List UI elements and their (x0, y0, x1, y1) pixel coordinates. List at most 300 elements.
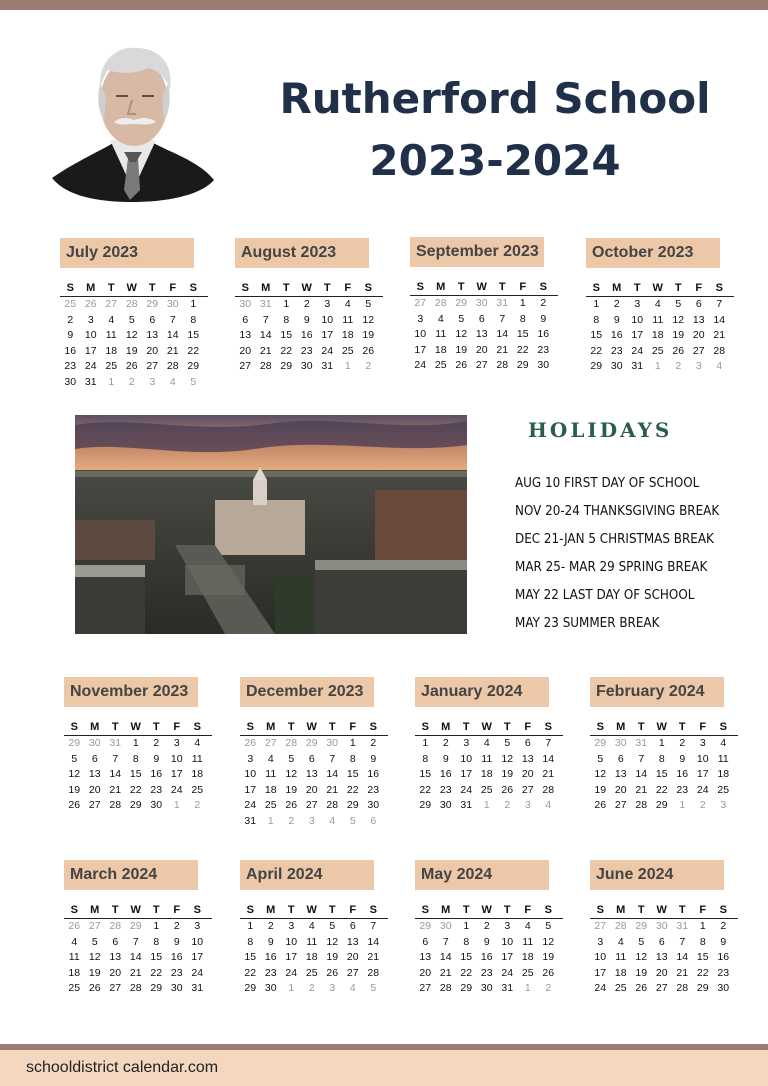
adjacent-month-day: 28 (125, 298, 138, 310)
day-cell: 25 (521, 966, 534, 979)
day-cell: 22 (460, 966, 473, 979)
adjacent-month-day: 27 (594, 920, 607, 932)
weekday-header-row (60, 282, 208, 297)
day-cell: 28 (259, 360, 272, 372)
day-cell: 12 (635, 951, 648, 963)
day-cell: 16 (717, 951, 730, 963)
adjacent-month-day: 4 (349, 982, 356, 994)
day-cell: 16 (150, 768, 163, 780)
weekday-header: S (544, 904, 552, 916)
day-cell: 18 (191, 768, 204, 780)
day-cell: 26 (501, 783, 514, 796)
adjacent-month-day: 30 (326, 737, 339, 749)
day-cell: 25 (68, 982, 81, 994)
day-cell: 6 (242, 313, 249, 326)
weekday-header: T (498, 281, 506, 293)
week-row (240, 798, 388, 814)
day-cell: 14 (439, 951, 452, 963)
week-row (590, 919, 738, 935)
month-label: May 2024 (415, 860, 549, 890)
day-cell: 27 (239, 360, 252, 372)
week-row (240, 950, 388, 966)
adjacent-month-day: 2 (288, 814, 295, 827)
weekday-header: T (282, 282, 290, 294)
day-cell: 13 (475, 328, 488, 340)
week-row (64, 950, 212, 966)
adjacent-month-day: 4 (329, 814, 336, 827)
day-cell: 24 (631, 344, 644, 357)
week-row (415, 736, 563, 752)
weekday-header: F (699, 904, 707, 916)
day-cell: 14 (166, 329, 179, 341)
day-cell: 30 (264, 982, 277, 994)
week-row (240, 814, 388, 830)
day-cell: 3 (597, 935, 604, 948)
weekday-header: T (678, 904, 686, 916)
day-cell: 3 (194, 920, 201, 932)
day-cell: 1 (349, 737, 356, 749)
day-cell: 25 (105, 360, 118, 372)
day-cell: 2 (679, 737, 686, 749)
month-november-2023 (64, 677, 224, 814)
week-row (590, 950, 738, 966)
week-row (235, 344, 383, 360)
day-cell: 7 (638, 752, 645, 765)
day-cell: 3 (699, 737, 706, 749)
day-cell: 31 (460, 799, 473, 811)
day-cell: 9 (267, 935, 274, 948)
weekday-header: T (503, 721, 511, 733)
day-cell: 28 (635, 799, 648, 811)
adjacent-month-day: 3 (524, 799, 531, 811)
day-cell: 1 (190, 298, 197, 310)
day-cell: 16 (480, 951, 493, 963)
week-row (590, 752, 738, 768)
week-row (240, 767, 388, 783)
weekday-header: M (266, 904, 276, 916)
day-cell: 7 (262, 313, 269, 326)
day-cell: 2 (267, 920, 274, 932)
day-cell: 16 (170, 951, 183, 963)
day-cell: 10 (594, 951, 607, 963)
town-aerial-photo (75, 415, 467, 634)
day-cell: 9 (679, 752, 686, 765)
week-row (415, 783, 563, 799)
day-cell: 3 (288, 920, 295, 932)
day-cell: 7 (112, 752, 119, 765)
day-cell: 10 (191, 935, 204, 948)
day-cell: 5 (329, 920, 336, 932)
month-april-2024 (240, 860, 400, 997)
week-row (235, 297, 383, 313)
day-cell: 8 (132, 752, 139, 765)
month-september-2023 (410, 237, 570, 374)
day-cell: 15 (516, 328, 529, 340)
weekday-header: W (481, 721, 492, 733)
adjacent-month-day: 26 (244, 737, 257, 749)
weekday-header: M (86, 282, 96, 294)
day-cell: 15 (187, 329, 200, 341)
weekday-header: T (323, 282, 331, 294)
weekday-header: S (369, 904, 377, 916)
weekday-header: M (90, 721, 100, 733)
week-row (415, 981, 563, 997)
day-cell: 15 (150, 951, 163, 963)
day-cell: 30 (480, 982, 493, 994)
day-cell: 5 (504, 737, 511, 749)
adjacent-month-day: 3 (695, 360, 702, 372)
day-cell: 23 (150, 783, 163, 796)
day-cell: 22 (419, 783, 432, 796)
month-label: October 2023 (586, 238, 720, 268)
adjacent-month-day: 28 (109, 920, 122, 932)
weekday-header: T (637, 721, 645, 733)
adjacent-month-day: 2 (128, 375, 135, 388)
day-cell: 8 (283, 313, 290, 326)
weekday-header: W (130, 721, 141, 733)
day-cell: 11 (191, 752, 203, 765)
weekday-header-row (240, 721, 388, 736)
adjacent-month-day: 30 (655, 920, 668, 932)
day-cell: 30 (610, 360, 623, 372)
day-cell: 13 (692, 313, 705, 326)
day-cell: 13 (88, 768, 101, 780)
weekday-header: M (261, 282, 271, 294)
adjacent-month-day: 31 (635, 737, 648, 749)
day-cell: 15 (655, 768, 668, 780)
day-cell: 20 (305, 783, 318, 796)
day-cell: 2 (67, 313, 74, 326)
week-row (60, 359, 208, 375)
week-row (60, 344, 208, 360)
weekday-header-row (586, 282, 734, 297)
day-cell: 24 (191, 966, 204, 979)
day-cell: 18 (434, 343, 447, 356)
day-cell: 13 (346, 935, 359, 948)
day-cell: 24 (244, 799, 257, 811)
day-cell: 15 (346, 768, 359, 780)
day-cell: 16 (64, 344, 77, 357)
adjacent-month-day: 2 (194, 799, 201, 811)
day-cell: 11 (306, 935, 318, 948)
day-cell: 26 (88, 982, 101, 994)
day-cell: 23 (264, 966, 277, 979)
day-cell: 8 (247, 935, 254, 948)
adjacent-month-day: 30 (88, 737, 101, 749)
month-grid (60, 282, 208, 390)
day-cell: 25 (651, 344, 664, 357)
adjacent-month-day: 30 (439, 920, 452, 932)
day-cell: 10 (244, 768, 257, 780)
day-cell: 28 (713, 344, 726, 357)
adjacent-month-day: 2 (365, 360, 372, 372)
week-row (415, 966, 563, 982)
adjacent-month-day: 1 (173, 799, 180, 811)
day-cell: 17 (460, 768, 473, 780)
day-cell: 3 (247, 752, 254, 765)
day-cell: 3 (504, 920, 511, 932)
day-cell: 19 (326, 951, 339, 963)
weekday-header: M (616, 721, 626, 733)
weekday-header: F (169, 282, 177, 294)
weekday-header-row (240, 904, 388, 919)
day-cell: 20 (239, 344, 252, 357)
day-cell: 31 (191, 982, 204, 994)
day-cell: 27 (475, 359, 488, 371)
day-cell: 9 (540, 312, 547, 325)
day-cell: 1 (658, 737, 665, 749)
adjacent-month-day: 1 (679, 799, 686, 811)
day-cell: 17 (414, 343, 427, 356)
day-cell: 18 (614, 966, 627, 979)
day-cell: 4 (654, 298, 661, 310)
day-cell: 29 (460, 982, 473, 994)
day-cell: 11 (68, 951, 80, 963)
adjacent-month-day: 2 (308, 982, 315, 994)
holiday-item: MAR 25- MAR 29 SPRING BREAK (515, 560, 708, 575)
day-cell: 31 (321, 360, 334, 372)
day-cell: 10 (631, 313, 644, 326)
day-cell: 23 (367, 783, 380, 796)
day-cell: 6 (149, 313, 156, 326)
day-cell: 22 (129, 783, 142, 796)
weekday-header: W (481, 904, 492, 916)
weekday-header-row (64, 721, 212, 736)
day-cell: 5 (91, 935, 98, 948)
weekday-header: T (148, 282, 156, 294)
week-row (64, 919, 212, 935)
month-february-2024 (590, 677, 750, 814)
week-row (240, 919, 388, 935)
week-row (240, 966, 388, 982)
day-cell: 30 (439, 799, 452, 811)
day-cell: 19 (672, 329, 685, 341)
day-cell: 9 (720, 935, 727, 948)
week-row (415, 798, 563, 814)
week-row (64, 981, 212, 997)
day-cell: 29 (280, 360, 293, 372)
holiday-list (515, 470, 737, 638)
week-row (590, 767, 738, 783)
adjacent-month-day: 4 (716, 360, 723, 372)
day-cell: 20 (521, 768, 534, 780)
page-title-line-1: Rutherford School (279, 74, 711, 123)
weekday-header: F (349, 721, 357, 733)
day-cell: 14 (676, 951, 689, 963)
weekday-header: T (462, 721, 470, 733)
day-cell: 12 (68, 768, 81, 780)
week-row (60, 297, 208, 313)
top-border-bar (0, 0, 768, 10)
week-row (64, 783, 212, 799)
day-cell: 27 (692, 344, 705, 357)
holidays-heading: HOLIDAYS (528, 418, 673, 442)
day-cell: 21 (676, 966, 689, 979)
day-cell: 16 (537, 328, 550, 340)
day-cell: 17 (501, 951, 514, 963)
day-cell: 26 (362, 344, 375, 357)
day-cell: 17 (191, 951, 204, 963)
day-cell: 22 (516, 343, 529, 356)
day-cell: 28 (166, 360, 179, 372)
day-cell: 23 (439, 783, 452, 796)
day-cell: 24 (321, 344, 334, 357)
weekday-header-row (415, 721, 563, 736)
weekday-header: F (524, 721, 532, 733)
day-cell: 12 (455, 328, 468, 340)
weekday-header: F (699, 721, 707, 733)
day-cell: 16 (676, 768, 689, 780)
day-cell: 24 (84, 360, 97, 372)
day-cell: 18 (305, 951, 318, 963)
day-cell: 21 (713, 329, 726, 341)
day-cell: 12 (326, 935, 339, 948)
adjacent-month-day: 5 (370, 982, 377, 994)
adjacent-month-day: 26 (68, 920, 81, 932)
day-cell: 18 (480, 768, 493, 780)
day-cell: 24 (696, 783, 709, 796)
weekday-header: F (519, 281, 527, 293)
adjacent-month-day: 26 (84, 298, 97, 310)
week-row (410, 343, 558, 359)
day-cell: 29 (696, 982, 709, 994)
day-cell: 1 (283, 298, 290, 310)
adjacent-month-day: 30 (614, 737, 627, 749)
day-cell: 6 (478, 312, 485, 325)
day-cell: 7 (442, 935, 449, 948)
day-cell: 29 (516, 359, 529, 371)
day-cell: 14 (259, 329, 272, 341)
day-cell: 26 (285, 799, 298, 811)
day-cell: 3 (173, 737, 180, 749)
day-cell: 26 (455, 359, 468, 371)
day-cell: 4 (71, 935, 78, 948)
week-row (64, 935, 212, 951)
day-cell: 3 (463, 737, 470, 749)
day-cell: 12 (501, 752, 514, 765)
week-row (235, 359, 383, 375)
weekday-header: T (637, 904, 645, 916)
adjacent-month-day: 30 (166, 298, 179, 310)
week-row (410, 296, 558, 312)
day-cell: 28 (129, 982, 142, 994)
adjacent-month-day: 5 (349, 814, 356, 827)
day-cell: 14 (496, 328, 509, 340)
weekday-header: S (596, 721, 604, 733)
day-cell: 26 (672, 344, 685, 357)
month-label: April 2024 (240, 860, 374, 890)
day-cell: 2 (613, 298, 620, 310)
day-cell: 18 (717, 768, 730, 780)
day-cell: 14 (367, 935, 380, 948)
weekday-header: S (246, 904, 254, 916)
day-cell: 15 (280, 329, 293, 341)
day-cell: 6 (658, 935, 665, 948)
week-row (235, 328, 383, 344)
adjacent-month-day: 29 (635, 920, 648, 932)
day-cell: 14 (713, 313, 726, 326)
day-cell: 2 (173, 920, 180, 932)
day-cell: 6 (91, 752, 98, 765)
adjacent-month-day: 31 (676, 920, 689, 932)
day-cell: 5 (365, 298, 372, 310)
day-cell: 24 (594, 982, 607, 994)
day-cell: 20 (614, 783, 627, 796)
adjacent-month-day: 4 (169, 375, 176, 388)
day-cell: 9 (67, 329, 74, 341)
weekday-header: M (436, 281, 446, 293)
day-cell: 20 (475, 343, 488, 356)
day-cell: 30 (717, 982, 730, 994)
week-row (60, 375, 208, 391)
month-january-2024 (415, 677, 575, 814)
day-cell: 8 (658, 752, 665, 765)
adjacent-month-day: 29 (594, 737, 607, 749)
day-cell: 7 (132, 935, 139, 948)
weekday-header: W (126, 282, 137, 294)
day-cell: 17 (321, 329, 334, 341)
adjacent-month-day: 2 (699, 799, 706, 811)
day-cell: 19 (125, 344, 138, 357)
day-cell: 29 (244, 982, 257, 994)
week-row (60, 328, 208, 344)
month-march-2024 (64, 860, 224, 997)
day-cell: 19 (88, 966, 101, 979)
day-cell: 30 (170, 982, 183, 994)
day-cell: 1 (422, 737, 429, 749)
day-cell: 11 (615, 951, 627, 963)
adjacent-month-day: 29 (146, 298, 159, 310)
month-label: February 2024 (590, 677, 724, 707)
day-cell: 5 (597, 752, 604, 765)
week-row (586, 313, 734, 329)
week-row (64, 752, 212, 768)
weekday-header: M (612, 282, 622, 294)
day-cell: 22 (280, 344, 293, 357)
day-cell: 19 (501, 768, 514, 780)
day-cell: 17 (170, 768, 183, 780)
day-cell: 15 (419, 768, 432, 780)
day-cell: 8 (422, 752, 429, 765)
day-cell: 2 (720, 920, 727, 932)
weekday-header: T (503, 904, 511, 916)
day-cell: 22 (590, 344, 603, 357)
weekday-header: M (90, 904, 100, 916)
day-cell: 7 (169, 313, 176, 326)
day-cell: 15 (129, 768, 142, 780)
adjacent-month-day: 27 (414, 297, 427, 309)
adjacent-month-day: 27 (264, 737, 277, 749)
day-cell: 11 (481, 752, 493, 765)
weekday-header: T (287, 721, 295, 733)
day-cell: 2 (483, 920, 490, 932)
day-cell: 29 (590, 360, 603, 372)
weekday-header: T (107, 282, 115, 294)
week-row (415, 950, 563, 966)
week-row (240, 981, 388, 997)
day-cell: 27 (146, 360, 159, 372)
day-cell: 21 (635, 783, 648, 796)
week-row (590, 798, 738, 814)
weekday-header: T (633, 282, 641, 294)
day-cell: 10 (170, 752, 183, 765)
day-cell: 1 (132, 737, 139, 749)
day-cell: 11 (342, 313, 354, 326)
weekday-header: T (328, 721, 336, 733)
day-cell: 10 (321, 313, 334, 326)
day-cell: 19 (455, 343, 468, 356)
day-cell: 5 (71, 752, 78, 765)
